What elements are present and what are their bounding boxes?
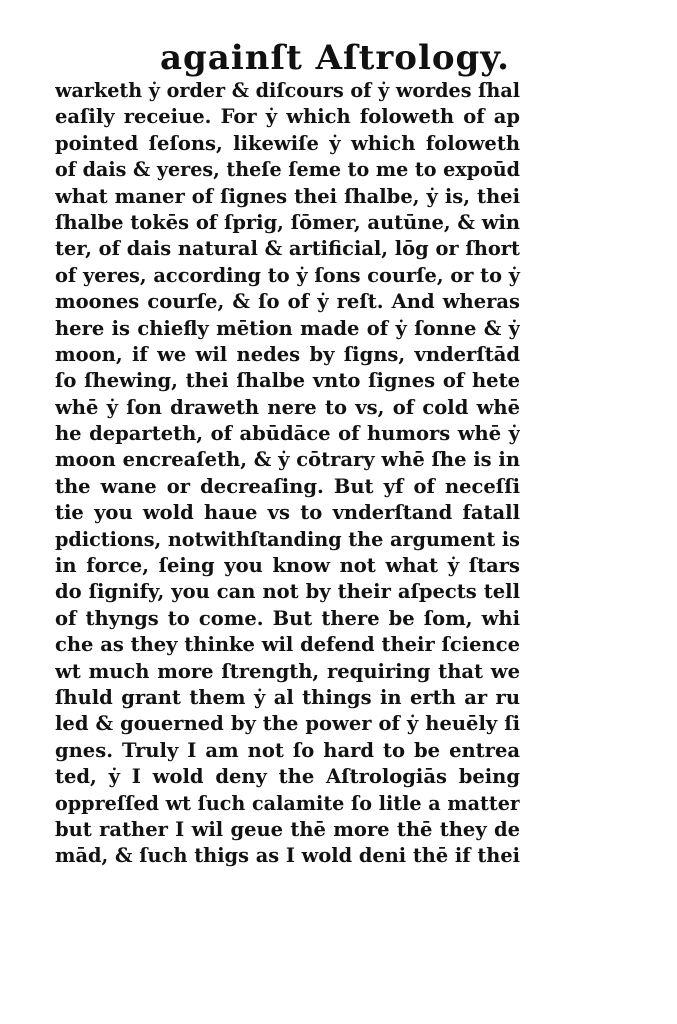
text-line: led & gouerned by the power of ẏ heuēly ſi <box>55 712 520 736</box>
text-line: of dais & yeres, theſe ſeme to me to expoūd <box>55 158 520 182</box>
text-line: mād, & ſuch thigs as I wold deni thē if thei <box>55 844 520 868</box>
text-line: of thyngs to come. But there be ſom, whi <box>55 606 520 630</box>
text-line: do ſignify, you can not by their aſpects tell <box>55 580 520 604</box>
text-line: wt much more ſtrength, requiring that we <box>55 659 520 683</box>
text-line: moon, if we wil nedes by ſigns, vnderſtād <box>55 342 520 366</box>
text-line: ted, ẏ I wold deny the Aſtrologiās being <box>55 765 520 789</box>
text-line: moones courſe, & ſo of ẏ reſt. And wheras <box>55 290 520 314</box>
text-line: warketh ẏ order & diſcours of ẏ wordes ſhal <box>55 79 520 102</box>
running-head: againſt Aſtrology. <box>160 38 510 78</box>
text-line: but rather I wil geue thē more thē they de <box>55 817 520 841</box>
text-line: whē ẏ ſon draweth nere to vs, of cold whē <box>55 395 520 419</box>
text-line: ter, of dais natural & artificial, lōg or ſhort <box>55 237 520 261</box>
text-line: ſhalbe tokēs of ſprig, ſōmer, autūne, & win <box>55 210 521 234</box>
text-line: pointed ſeſons, likewiſe ẏ which foloweth <box>55 131 520 155</box>
text-line: of yeres, according to ẏ ſons courſe, or to ẏ <box>55 263 520 287</box>
text-line: gnes. Truly I am not ſo hard to be entrea <box>55 738 520 762</box>
text-line: ſo ſhewing, thei ſhalbe vnto ſignes of hete <box>55 369 520 393</box>
text-line: in force, ſeing you know not what ẏ ſtars <box>55 554 520 578</box>
body-text <box>55 78 520 870</box>
text-line: moon encreaſeth, & ẏ cōtrary whē ſhe is in <box>55 448 521 472</box>
text-line: he departeth, of abūdāce of humors whē ẏ <box>55 422 520 446</box>
text-line: oppreſſed wt ſuch calamite ſo litle a matter <box>55 791 521 815</box>
text-line: eaſily receiue. For ẏ which foloweth of ap <box>55 105 520 129</box>
text-line: che as they thinke wil defend their ſcience <box>55 633 520 657</box>
text-line: tie you wold haue vs to vnderſtand fatall <box>55 501 520 525</box>
text-line: here is chiefly mētion made of ẏ ſonne & ẏ <box>55 316 520 340</box>
text-line: what maner of ſignes thei ſhalbe, ẏ is, thei <box>55 184 520 208</box>
text-line: ſhuld grant them ẏ al things in erth ar ru <box>55 685 520 709</box>
text-line: the wane or decreaſing. But yf of neceſſi <box>55 474 520 498</box>
text-line: pdictions, notwithſtanding the argument is <box>55 527 520 551</box>
